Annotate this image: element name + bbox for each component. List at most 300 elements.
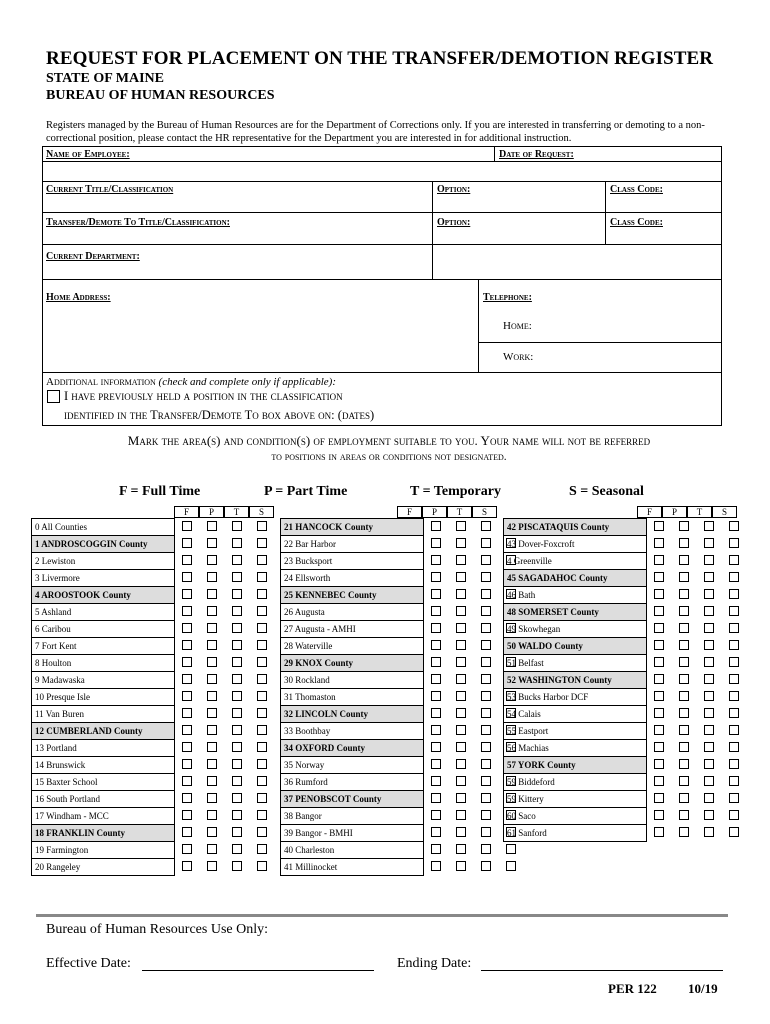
area-name: 6 Caribou bbox=[32, 621, 175, 638]
checkbox-p[interactable] bbox=[456, 623, 466, 633]
checkbox-f[interactable] bbox=[654, 810, 664, 820]
area-name: 14 Brunswick bbox=[32, 757, 175, 774]
checkbox-t[interactable] bbox=[481, 844, 491, 854]
checkbox-t[interactable] bbox=[232, 861, 242, 871]
condition-cell bbox=[449, 638, 474, 655]
condition-cell bbox=[697, 723, 722, 740]
condition-cell bbox=[424, 706, 449, 723]
checkbox-p[interactable] bbox=[679, 606, 689, 616]
checkbox-p[interactable] bbox=[679, 657, 689, 667]
checkbox-s[interactable] bbox=[729, 810, 739, 820]
previous-position-checkbox[interactable] bbox=[47, 390, 60, 403]
checkbox-t[interactable] bbox=[232, 623, 242, 633]
department-row bbox=[42, 244, 722, 280]
area-row bbox=[504, 570, 747, 587]
area-row bbox=[504, 655, 747, 672]
checkbox-t[interactable] bbox=[704, 674, 714, 684]
condition-cell bbox=[175, 587, 200, 604]
condition-cell bbox=[250, 757, 275, 774]
checkbox-f[interactable] bbox=[182, 810, 192, 820]
condition-cell bbox=[250, 604, 275, 621]
checkbox-f[interactable] bbox=[431, 725, 441, 735]
checkbox-f[interactable] bbox=[182, 742, 192, 752]
checkbox-f[interactable] bbox=[182, 793, 192, 803]
checkbox-f[interactable] bbox=[182, 674, 192, 684]
checkbox-f[interactable] bbox=[654, 827, 664, 837]
checkbox-s[interactable] bbox=[257, 776, 267, 786]
checkbox-p[interactable] bbox=[679, 708, 689, 718]
condition-cell bbox=[225, 757, 250, 774]
checkbox-f[interactable] bbox=[431, 827, 441, 837]
condition-cell bbox=[697, 757, 722, 774]
checkbox-f[interactable] bbox=[654, 538, 664, 548]
checkbox-t[interactable] bbox=[704, 793, 714, 803]
checkbox-p[interactable] bbox=[679, 623, 689, 633]
checkbox-t[interactable] bbox=[232, 674, 242, 684]
checkbox-t[interactable] bbox=[704, 708, 714, 718]
condition-cell bbox=[722, 825, 747, 842]
checkbox-t[interactable] bbox=[704, 776, 714, 786]
checkbox-s[interactable] bbox=[257, 793, 267, 803]
condition-cell bbox=[424, 808, 449, 825]
checkbox-t[interactable] bbox=[481, 742, 491, 752]
condition-cell bbox=[225, 638, 250, 655]
checkbox-s[interactable] bbox=[729, 674, 739, 684]
checkbox-t[interactable] bbox=[232, 793, 242, 803]
checkbox-p[interactable] bbox=[456, 674, 466, 684]
checkbox-f[interactable] bbox=[431, 861, 441, 871]
checkbox-t[interactable] bbox=[704, 521, 714, 531]
checkbox-f[interactable] bbox=[654, 657, 664, 667]
checkbox-t[interactable] bbox=[232, 725, 242, 735]
legend-part-time: P = Part Time bbox=[264, 484, 348, 499]
checkbox-f[interactable] bbox=[431, 691, 441, 701]
checkbox-t[interactable] bbox=[704, 623, 714, 633]
checkbox-p[interactable] bbox=[207, 742, 217, 752]
checkbox-t[interactable] bbox=[481, 793, 491, 803]
checkbox-f[interactable] bbox=[182, 572, 192, 582]
previous-position-line1: I have previously held a position in the classification bbox=[64, 389, 343, 403]
checkbox-f[interactable] bbox=[182, 725, 192, 735]
checkbox-s[interactable] bbox=[729, 623, 739, 633]
checkbox-p[interactable] bbox=[679, 538, 689, 548]
checkbox-f[interactable] bbox=[182, 776, 192, 786]
checkbox-f[interactable] bbox=[431, 572, 441, 582]
checkbox-p[interactable] bbox=[207, 861, 217, 871]
checkbox-p[interactable] bbox=[456, 606, 466, 616]
checkbox-s[interactable] bbox=[729, 572, 739, 582]
checkbox-f[interactable] bbox=[654, 708, 664, 718]
checkbox-s[interactable] bbox=[729, 538, 739, 548]
checkbox-t[interactable] bbox=[232, 691, 242, 701]
checkbox-p[interactable] bbox=[207, 827, 217, 837]
checkbox-p[interactable] bbox=[679, 674, 689, 684]
area-row bbox=[281, 706, 524, 723]
instructions-line2: to positions in areas or conditions not designated. bbox=[271, 451, 507, 463]
condition-cell bbox=[672, 587, 697, 604]
checkbox-t[interactable] bbox=[232, 827, 242, 837]
checkbox-f[interactable] bbox=[654, 674, 664, 684]
checkbox-f[interactable] bbox=[182, 538, 192, 548]
divider bbox=[494, 161, 722, 162]
checkbox-t[interactable] bbox=[481, 606, 491, 616]
checkbox-t[interactable] bbox=[704, 657, 714, 667]
checkbox-f[interactable] bbox=[182, 657, 192, 667]
checkbox-f[interactable] bbox=[431, 606, 441, 616]
date-of-request-field[interactable] bbox=[499, 163, 717, 180]
area-row bbox=[32, 740, 275, 757]
checkbox-f[interactable] bbox=[431, 708, 441, 718]
checkbox-t[interactable] bbox=[481, 555, 491, 565]
checkbox-f[interactable] bbox=[431, 759, 441, 769]
checkbox-t[interactable] bbox=[481, 810, 491, 820]
checkbox-p[interactable] bbox=[456, 725, 466, 735]
area-name: 0 All Counties bbox=[32, 519, 175, 536]
checkbox-f[interactable] bbox=[654, 742, 664, 752]
checkbox-p[interactable] bbox=[207, 810, 217, 820]
checkbox-t[interactable] bbox=[232, 742, 242, 752]
column-header-t: T bbox=[687, 506, 712, 518]
checkbox-s[interactable] bbox=[257, 572, 267, 582]
checkbox-p[interactable] bbox=[679, 827, 689, 837]
checkbox-s[interactable] bbox=[257, 827, 267, 837]
checkbox-t[interactable] bbox=[481, 538, 491, 548]
checkbox-t[interactable] bbox=[704, 589, 714, 599]
checkbox-p[interactable] bbox=[456, 640, 466, 650]
checkbox-f[interactable] bbox=[431, 538, 441, 548]
checkbox-f[interactable] bbox=[182, 640, 192, 650]
checkbox-f[interactable] bbox=[431, 589, 441, 599]
checkbox-t[interactable] bbox=[232, 844, 242, 854]
checkbox-t[interactable] bbox=[232, 759, 242, 769]
checkbox-p[interactable] bbox=[207, 521, 217, 531]
checkbox-t[interactable] bbox=[704, 725, 714, 735]
checkbox-p[interactable] bbox=[207, 640, 217, 650]
checkbox-p[interactable] bbox=[456, 844, 466, 854]
checkbox-s[interactable] bbox=[257, 759, 267, 769]
checkbox-f[interactable] bbox=[431, 742, 441, 752]
checkbox-s[interactable] bbox=[729, 759, 739, 769]
checkbox-s[interactable] bbox=[257, 674, 267, 684]
checkbox-s[interactable] bbox=[257, 555, 267, 565]
condition-cell bbox=[200, 604, 225, 621]
checkbox-f[interactable] bbox=[654, 691, 664, 701]
checkbox-p[interactable] bbox=[456, 827, 466, 837]
checkbox-t[interactable] bbox=[704, 742, 714, 752]
checkbox-f[interactable] bbox=[182, 827, 192, 837]
checkbox-t[interactable] bbox=[481, 623, 491, 633]
checkbox-f[interactable] bbox=[182, 691, 192, 701]
area-name: 57 YORK County bbox=[504, 757, 647, 774]
checkbox-t[interactable] bbox=[481, 691, 491, 701]
checkbox-p[interactable] bbox=[456, 521, 466, 531]
area-row bbox=[281, 604, 524, 621]
checkbox-f[interactable] bbox=[431, 521, 441, 531]
condition-cell bbox=[250, 740, 275, 757]
column-header-p: P bbox=[422, 506, 447, 518]
checkbox-t[interactable] bbox=[481, 521, 491, 531]
checkbox-s[interactable] bbox=[729, 589, 739, 599]
effective-date-field[interactable] bbox=[142, 970, 374, 971]
checkbox-p[interactable] bbox=[456, 793, 466, 803]
checkbox-f[interactable] bbox=[654, 572, 664, 582]
legend-seasonal: S = Seasonal bbox=[569, 484, 644, 499]
condition-cell bbox=[474, 655, 499, 672]
checkbox-p[interactable] bbox=[456, 555, 466, 565]
checkbox-p[interactable] bbox=[679, 521, 689, 531]
checkbox-t[interactable] bbox=[704, 691, 714, 701]
checkbox-s[interactable] bbox=[729, 521, 739, 531]
checkbox-p[interactable] bbox=[207, 572, 217, 582]
checkbox-p[interactable] bbox=[207, 759, 217, 769]
checkbox-f[interactable] bbox=[182, 555, 192, 565]
checkbox-t[interactable] bbox=[481, 861, 491, 871]
checkbox-s[interactable] bbox=[257, 691, 267, 701]
checkbox-t[interactable] bbox=[481, 589, 491, 599]
checkbox-t[interactable] bbox=[232, 657, 242, 667]
checkbox-p[interactable] bbox=[207, 725, 217, 735]
checkbox-s[interactable] bbox=[729, 776, 739, 786]
checkbox-f[interactable] bbox=[654, 776, 664, 786]
checkbox-p[interactable] bbox=[207, 691, 217, 701]
checkbox-f[interactable] bbox=[654, 521, 664, 531]
checkbox-p[interactable] bbox=[207, 606, 217, 616]
area-row bbox=[281, 842, 524, 859]
condition-cell bbox=[672, 672, 697, 689]
checkbox-f[interactable] bbox=[431, 674, 441, 684]
checkbox-t[interactable] bbox=[481, 708, 491, 718]
class-code-label: Class Code: bbox=[610, 217, 663, 228]
area-row bbox=[504, 825, 747, 842]
checkbox-p[interactable] bbox=[456, 691, 466, 701]
checkbox-t[interactable] bbox=[232, 589, 242, 599]
checkbox-p[interactable] bbox=[679, 776, 689, 786]
checkbox-f[interactable] bbox=[431, 640, 441, 650]
checkbox-s[interactable] bbox=[729, 827, 739, 837]
checkbox-s[interactable] bbox=[257, 657, 267, 667]
checkbox-p[interactable] bbox=[207, 657, 217, 667]
condition-cell bbox=[449, 553, 474, 570]
checkbox-t[interactable] bbox=[232, 776, 242, 786]
checkbox-p[interactable] bbox=[679, 640, 689, 650]
checkbox-s[interactable] bbox=[506, 861, 516, 871]
checkbox-s[interactable] bbox=[257, 861, 267, 871]
condition-cell bbox=[697, 553, 722, 570]
checkbox-f[interactable] bbox=[654, 606, 664, 616]
checkbox-p[interactable] bbox=[207, 844, 217, 854]
checkbox-s[interactable] bbox=[257, 521, 267, 531]
checkbox-p[interactable] bbox=[456, 657, 466, 667]
checkbox-p[interactable] bbox=[456, 538, 466, 548]
checkbox-p[interactable] bbox=[679, 793, 689, 803]
condition-cell bbox=[424, 757, 449, 774]
condition-cell bbox=[722, 672, 747, 689]
checkbox-f[interactable] bbox=[182, 759, 192, 769]
checkbox-s[interactable] bbox=[257, 742, 267, 752]
checkbox-t[interactable] bbox=[232, 606, 242, 616]
name-row bbox=[42, 146, 722, 182]
checkbox-t[interactable] bbox=[704, 640, 714, 650]
checkbox-s[interactable] bbox=[506, 844, 516, 854]
checkbox-s[interactable] bbox=[729, 606, 739, 616]
checkbox-p[interactable] bbox=[456, 759, 466, 769]
checkbox-f[interactable] bbox=[182, 623, 192, 633]
condition-cell bbox=[449, 757, 474, 774]
checkbox-s[interactable] bbox=[729, 555, 739, 565]
checkbox-p[interactable] bbox=[679, 691, 689, 701]
checkbox-f[interactable] bbox=[431, 844, 441, 854]
checkbox-p[interactable] bbox=[207, 776, 217, 786]
checkbox-f[interactable] bbox=[182, 589, 192, 599]
checkbox-p[interactable] bbox=[679, 589, 689, 599]
checkbox-s[interactable] bbox=[729, 793, 739, 803]
area-name: 37 PENOBSCOT County bbox=[281, 791, 424, 808]
checkbox-f[interactable] bbox=[431, 776, 441, 786]
checkbox-s[interactable] bbox=[257, 589, 267, 599]
checkbox-t[interactable] bbox=[232, 708, 242, 718]
checkbox-f[interactable] bbox=[431, 793, 441, 803]
checkbox-p[interactable] bbox=[207, 538, 217, 548]
checkbox-t[interactable] bbox=[704, 759, 714, 769]
condition-cell bbox=[250, 723, 275, 740]
checkbox-p[interactable] bbox=[679, 572, 689, 582]
checkbox-s[interactable] bbox=[257, 623, 267, 633]
checkbox-f[interactable] bbox=[654, 759, 664, 769]
checkbox-t[interactable] bbox=[481, 572, 491, 582]
area-name: 38 Bangor bbox=[281, 808, 424, 825]
checkbox-p[interactable] bbox=[456, 589, 466, 599]
checkbox-s[interactable] bbox=[729, 691, 739, 701]
checkbox-f[interactable] bbox=[431, 623, 441, 633]
checkbox-p[interactable] bbox=[679, 725, 689, 735]
checkbox-s[interactable] bbox=[257, 538, 267, 548]
checkbox-p[interactable] bbox=[679, 555, 689, 565]
checkbox-f[interactable] bbox=[182, 521, 192, 531]
condition-cell bbox=[225, 655, 250, 672]
condition-cell bbox=[175, 621, 200, 638]
condition-cell bbox=[672, 604, 697, 621]
checkbox-s[interactable] bbox=[729, 657, 739, 667]
ending-date-field[interactable] bbox=[481, 970, 723, 971]
condition-cell bbox=[647, 672, 672, 689]
checkbox-t[interactable] bbox=[481, 759, 491, 769]
checkbox-s[interactable] bbox=[257, 708, 267, 718]
area-name: 61 Sanford bbox=[504, 825, 647, 842]
checkbox-p[interactable] bbox=[679, 810, 689, 820]
checkbox-t[interactable] bbox=[232, 810, 242, 820]
checkbox-p[interactable] bbox=[456, 810, 466, 820]
checkbox-f[interactable] bbox=[654, 623, 664, 633]
checkbox-t[interactable] bbox=[232, 640, 242, 650]
checkbox-p[interactable] bbox=[207, 793, 217, 803]
checkbox-f[interactable] bbox=[431, 555, 441, 565]
checkbox-t[interactable] bbox=[704, 827, 714, 837]
condition-cell bbox=[722, 638, 747, 655]
condition-cell bbox=[474, 553, 499, 570]
checkbox-f[interactable] bbox=[182, 708, 192, 718]
condition-cell bbox=[672, 825, 697, 842]
checkbox-f[interactable] bbox=[654, 725, 664, 735]
checkbox-t[interactable] bbox=[704, 538, 714, 548]
checkbox-f[interactable] bbox=[182, 606, 192, 616]
condition-cell bbox=[647, 570, 672, 587]
area-row bbox=[32, 621, 275, 638]
checkbox-p[interactable] bbox=[456, 742, 466, 752]
checkbox-t[interactable] bbox=[481, 725, 491, 735]
additional-info-line bbox=[46, 376, 336, 388]
checkbox-p[interactable] bbox=[456, 776, 466, 786]
checkbox-t[interactable] bbox=[704, 555, 714, 565]
checkbox-s[interactable] bbox=[729, 640, 739, 650]
checkbox-p[interactable] bbox=[679, 759, 689, 769]
checkbox-t[interactable] bbox=[232, 555, 242, 565]
option-label: Option: bbox=[437, 184, 471, 195]
checkbox-t[interactable] bbox=[232, 572, 242, 582]
checkbox-s[interactable] bbox=[257, 810, 267, 820]
checkbox-f[interactable] bbox=[654, 793, 664, 803]
area-row bbox=[281, 740, 524, 757]
checkbox-s[interactable] bbox=[729, 708, 739, 718]
checkbox-s[interactable] bbox=[729, 725, 739, 735]
checkbox-s[interactable] bbox=[257, 725, 267, 735]
checkbox-t[interactable] bbox=[481, 674, 491, 684]
checkbox-t[interactable] bbox=[232, 521, 242, 531]
checkbox-s[interactable] bbox=[257, 844, 267, 854]
checkbox-s[interactable] bbox=[257, 606, 267, 616]
checkbox-f[interactable] bbox=[654, 640, 664, 650]
checkbox-s[interactable] bbox=[729, 742, 739, 752]
checkbox-t[interactable] bbox=[704, 572, 714, 582]
area-row bbox=[281, 825, 524, 842]
area-name: 40 Charleston bbox=[281, 842, 424, 859]
checkbox-s[interactable] bbox=[257, 640, 267, 650]
checkbox-p[interactable] bbox=[456, 572, 466, 582]
checkbox-t[interactable] bbox=[232, 538, 242, 548]
checkbox-p[interactable] bbox=[456, 861, 466, 871]
checkbox-p[interactable] bbox=[207, 589, 217, 599]
condition-cell bbox=[424, 570, 449, 587]
checkbox-f[interactable] bbox=[431, 810, 441, 820]
area-row bbox=[32, 536, 275, 553]
checkbox-t[interactable] bbox=[481, 657, 491, 667]
checkbox-t[interactable] bbox=[481, 776, 491, 786]
condition-cell bbox=[175, 638, 200, 655]
checkbox-p[interactable] bbox=[207, 555, 217, 565]
area-row bbox=[504, 808, 747, 825]
area-row bbox=[32, 774, 275, 791]
checkbox-p[interactable] bbox=[679, 742, 689, 752]
condition-cell bbox=[225, 689, 250, 706]
checkbox-t[interactable] bbox=[704, 606, 714, 616]
checkbox-t[interactable] bbox=[481, 640, 491, 650]
column-header-t: T bbox=[447, 506, 472, 518]
checkbox-p[interactable] bbox=[207, 674, 217, 684]
area-name: 31 Thomaston bbox=[281, 689, 424, 706]
checkbox-f[interactable] bbox=[431, 657, 441, 667]
checkbox-p[interactable] bbox=[207, 708, 217, 718]
name-of-employee-field[interactable] bbox=[46, 163, 486, 180]
checkbox-p[interactable] bbox=[207, 623, 217, 633]
checkbox-t[interactable] bbox=[704, 810, 714, 820]
condition-cell bbox=[722, 706, 747, 723]
checkbox-f[interactable] bbox=[654, 555, 664, 565]
checkbox-f[interactable] bbox=[654, 589, 664, 599]
checkbox-t[interactable] bbox=[481, 827, 491, 837]
checkbox-p[interactable] bbox=[456, 708, 466, 718]
checkbox-f[interactable] bbox=[182, 844, 192, 854]
area-name: 4 Greenville bbox=[504, 553, 647, 570]
checkbox-f[interactable] bbox=[182, 861, 192, 871]
